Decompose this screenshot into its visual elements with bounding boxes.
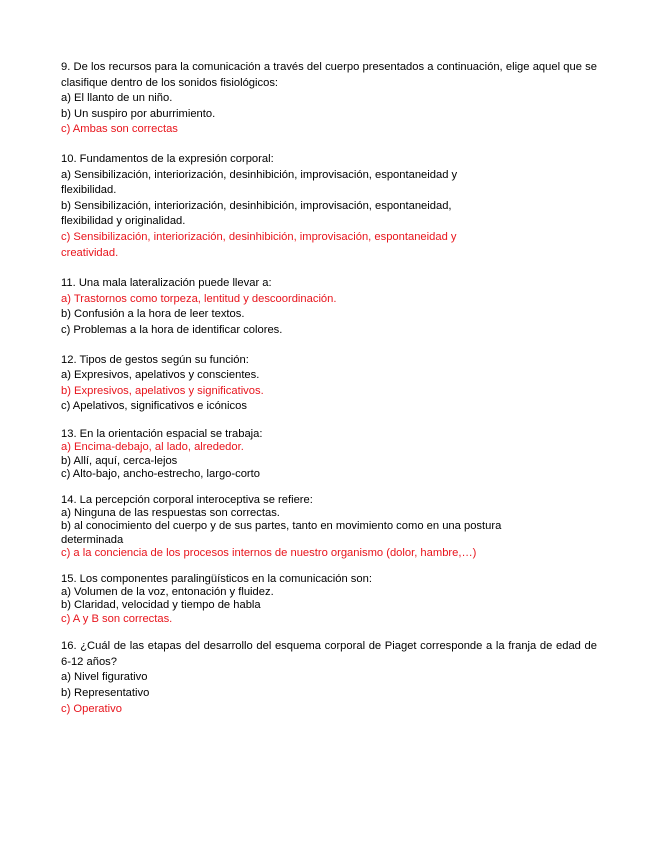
answer-option-b: b) Confusión a la hora de leer textos. <box>61 308 245 321</box>
answer-option-a: a) Ninguna de las respuestas son correctas. <box>61 506 280 519</box>
question-12 <box>61 353 597 415</box>
question-14 <box>61 494 597 561</box>
answer-option-a-correct: a) Encima-debajo, al lado, alrededor. <box>61 441 244 454</box>
answer-option-b: b) Allí, aquí, cerca-lejos <box>61 454 178 467</box>
answer-option-a-correct: a) Trastornos como torpeza, lentitud y descoordinación. <box>61 292 337 305</box>
quiz-page <box>61 60 597 717</box>
answer-option-b: b) Representativo <box>61 686 150 699</box>
answer-option-c: c) Alto-bajo, ancho-estrecho, largo-corto <box>61 468 260 481</box>
question-stem: 13. En la orientación espacial se trabaja: <box>61 427 263 440</box>
question-stem: 16. ¿Cuál de las etapas del desarrollo del esquema corporal de Piaget corresponde a la franja de edad de 6-12 años? <box>61 640 597 668</box>
question-stem: 9. De los recursos para la comunicación a través del cuerpo presentados a continuación, elige aquel que se clasifique dentro de los sonidos fisiológicos: <box>61 61 597 89</box>
answer-option-c: c) Apelativos, significativos e icónicos <box>61 400 247 413</box>
answer-option-c-correct: c) A y B son correctas. <box>61 612 173 625</box>
answer-option-c: c) Problemas a la hora de identificar colores. <box>61 323 283 336</box>
answer-option-a: a) Sensibilización, interiorización, desinhibición, improvisación, espontaneidad y flexibilidad. <box>61 168 458 197</box>
answer-option-b: b) Sensibilización, interiorización, desinhibición, improvisación, espontaneidad, flexibilidad y originalidad. <box>61 199 452 228</box>
answer-option-a: a) Volumen de la voz, entonación y fluidez. <box>61 585 274 598</box>
answer-option-b: b) Un suspiro por aburrimiento. <box>61 107 216 120</box>
question-13 <box>61 428 597 482</box>
answer-option-c-correct: c) Operativo <box>61 702 122 715</box>
answer-option-b: b) Claridad, velocidad y tiempo de habla <box>61 599 261 612</box>
question-10 <box>61 152 481 261</box>
answer-option-a: a) El llanto de un niño. <box>61 92 173 105</box>
answer-option-a: a) Expresivos, apelativos y conscientes. <box>61 369 260 382</box>
question-stem: 11. Una mala lateralización puede llevar a: <box>61 277 272 290</box>
question-stem: 10. Fundamentos de la expresión corporal: <box>61 152 274 165</box>
question-stem: 14. La percepción corporal interoceptiva se refiere: <box>61 493 313 506</box>
question-16 <box>61 639 597 717</box>
answer-option-c-correct: c) a la conciencia de los procesos internos de nuestro organismo (dolor, hambre,…) <box>61 547 477 560</box>
answer-option-a: a) Nivel figurativo <box>61 671 148 684</box>
answer-option-c-correct: c) Sensibilización, interiorización, desinhibición, improvisación, espontaneidad y creatividad. <box>61 230 457 259</box>
question-9 <box>61 60 597 138</box>
answer-option-b: b) al conocimiento del cuerpo y de sus partes, tanto en movimiento como en una postura determinada <box>61 520 502 546</box>
question-stem: 15. Los componentes paralingüísticos en la comunicación son: <box>61 572 372 585</box>
answer-option-c-correct: c) Ambas son correctas <box>61 123 178 136</box>
question-15 <box>61 573 597 627</box>
question-stem: 12. Tipos de gestos según su función: <box>61 353 249 366</box>
question-11 <box>61 276 597 338</box>
answer-option-b-correct: b) Expresivos, apelativos y significativos. <box>61 384 264 397</box>
